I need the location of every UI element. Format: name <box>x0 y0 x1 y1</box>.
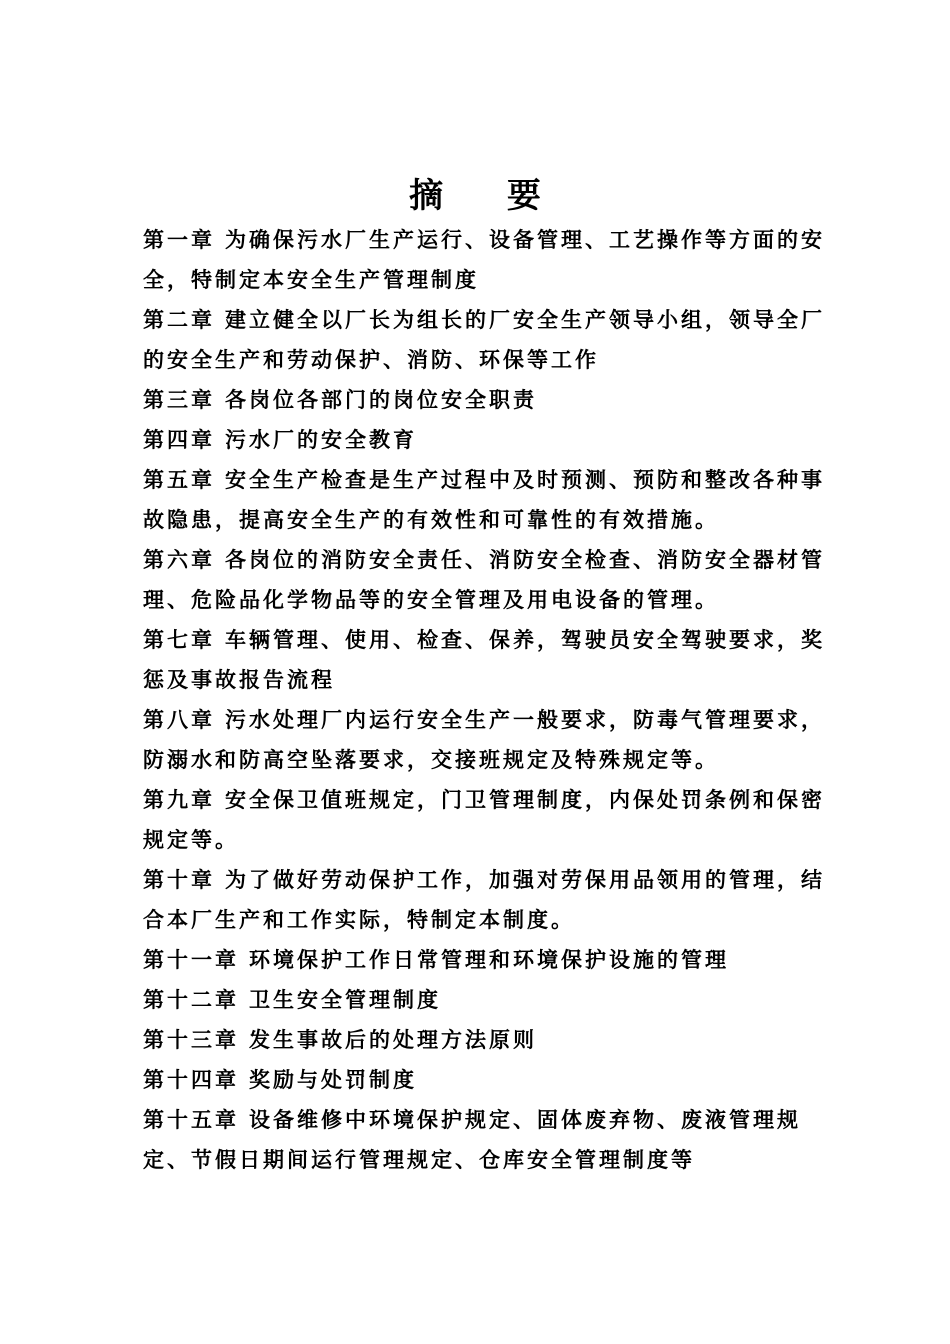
chapter-text: 各岗位的消防安全责任、消防安全检查、消防安全器材管理、危险品化学物品等的安全管理及用电设备的管理。 <box>143 547 825 612</box>
chapter-label: 第十章 <box>143 867 215 892</box>
chapter-entry-2 <box>143 300 833 380</box>
chapter-text: 污水处理厂内运行安全生产一般要求，防毒气管理要求，防溺水和防高空坠落要求，交接班规定及特殊规定等。 <box>143 707 825 772</box>
chapter-label: 第八章 <box>143 707 215 732</box>
chapter-entry-3 <box>143 380 833 420</box>
chapter-text: 发生事故后的处理方法原则 <box>249 1027 537 1052</box>
chapter-entry-9 <box>143 780 833 860</box>
chapter-label: 第十四章 <box>143 1067 239 1092</box>
chapter-text: 各岗位各部门的岗位安全职责 <box>225 387 537 412</box>
chapter-entry-5 <box>143 460 833 540</box>
chapter-summary-list <box>143 220 833 1180</box>
chapter-text: 环境保护工作日常管理和环境保护设施的管理 <box>249 947 729 972</box>
chapter-text: 安全生产检查是生产过程中及时预测、预防和整改各种事故隐患，提高安全生产的有效性和可靠性的有效措施。 <box>143 467 825 532</box>
chapter-entry-7 <box>143 620 833 700</box>
chapter-label: 第十三章 <box>143 1027 239 1052</box>
chapter-label: 第三章 <box>143 387 215 412</box>
chapter-label: 第五章 <box>143 467 215 492</box>
chapter-text: 设备维修中环境保护规定、固体废弃物、废液管理规定、节假日期间运行管理规定、仓库安全管理制度等 <box>143 1107 801 1172</box>
chapter-entry-6 <box>143 540 833 620</box>
chapter-label: 第四章 <box>143 427 215 452</box>
chapter-text: 安全保卫值班规定，门卫管理制度，内保处罚条例和保密规定等。 <box>143 787 825 852</box>
chapter-entry-11 <box>143 940 833 980</box>
chapter-text: 卫生安全管理制度 <box>249 987 441 1012</box>
chapter-text: 污水厂的安全教育 <box>225 427 417 452</box>
chapter-label: 第六章 <box>143 547 215 572</box>
chapter-entry-13 <box>143 1020 833 1060</box>
chapter-text: 为了做好劳动保护工作，加强对劳保用品领用的管理，结合本厂生产和工作实际，特制定本制度。 <box>143 867 825 932</box>
chapter-label: 第二章 <box>143 307 215 332</box>
page-title: 摘 要 <box>409 176 567 216</box>
chapter-entry-12 <box>143 980 833 1020</box>
chapter-entry-4 <box>143 420 833 460</box>
chapter-label: 第一章 <box>143 227 215 252</box>
chapter-entry-8 <box>143 700 833 780</box>
chapter-label: 第七章 <box>143 627 215 652</box>
chapter-entry-15 <box>143 1100 833 1180</box>
chapter-entry-14 <box>143 1060 833 1100</box>
chapter-text: 车辆管理、使用、检查、保养，驾驶员安全驾驶要求，奖惩及事故报告流程 <box>143 627 825 692</box>
chapter-entry-1 <box>143 220 833 300</box>
chapter-label: 第十一章 <box>143 947 239 972</box>
chapter-text: 建立健全以厂长为组长的厂安全生产领导小组，领导全厂的安全生产和劳动保护、消防、环保等工作 <box>143 307 825 372</box>
chapter-text: 奖励与处罚制度 <box>249 1067 417 1092</box>
chapter-text: 为确保污水厂生产运行、设备管理、工艺操作等方面的安全，特制定本安全生产管理制度 <box>143 227 825 292</box>
chapter-entry-10 <box>143 860 833 940</box>
chapter-label: 第十二章 <box>143 987 239 1012</box>
chapter-label: 第十五章 <box>143 1107 239 1132</box>
chapter-label: 第九章 <box>143 787 215 812</box>
